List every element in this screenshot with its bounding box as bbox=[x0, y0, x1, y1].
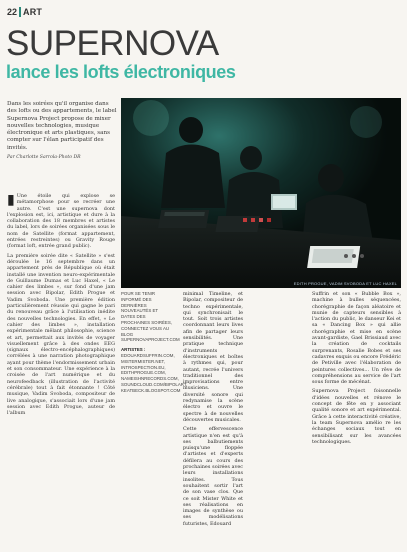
paragraph-2: La première soirée dite « Satellite » s'est déroulée le 16 septembre dans un appartement près de République où était installé une invention neuro-expérimentale de Guillaume Dumas et Luc Haxel, « Le cahier des limbes », sur fond d'une jam session avec Bipolar, Edith Progue et Vadim Svoboda. Une première édition particulièrement réussie qui gagne le pari du renouveau grâce à l'utilisation inédite des nouvelles technologies. En effet, « Le cahier des limbes », installation expérimentale mêlant philosophie, science et art, permettait aux invités de voyager visuellement grâce à des ondes EEG (signaux électro-encéphalographiques) corrélées à une narration photographique ayant pour thème l'endormissement urbain et son consommateur. Une expérience à la croisée de l'art numérique et du neurofeedback (illustration de l'activité cérébrale) tout à fait étonnante ! Côté musique, Vadim Svoboda, compositeur de live analogique, s'associait lors d'une jam session avec Edith Progue, auteur de l'album bbox=[7, 252, 115, 417]
article-title: SUPERNOVA bbox=[6, 24, 219, 63]
paragraph-4: Cette effervescence artistique n'en est qu'à ses balbutiements puisqu'une floppée d'artistes et d'experts défilera au cours des prochaines soirées avec leurs installations insolites. Tous souhaitent sortir l'art de son vase clos. Que ce soit Mister White et ses réalisations en images de synthèse ou ses modélisations futuristes, Edouard bbox=[183, 426, 243, 527]
article-byline: Par Charlotte Sarrola-Photo DR bbox=[7, 155, 81, 160]
photo-credit: EDITH PROGUE, VADIM SVOBODA ET LUC HAXEL bbox=[293, 281, 397, 286]
photo-illustration bbox=[121, 98, 401, 288]
page-header bbox=[7, 6, 402, 18]
article-column-1 bbox=[7, 193, 115, 419]
drop-cap-marker: ▮ bbox=[7, 192, 15, 208]
article-lede: Dans les soirées qu'il organise dans des lofts ou des appartements, le label Supernova Project propose de mixer nouvelles technologies, musique électronique et arts plastiques, sans compter sur l'élan participatif des invités. bbox=[7, 101, 117, 151]
paragraph-3: minimal Timeline, et Bipolar, compositeur de techno expérimentale, qui synchronisait le tout. Soit trois artistes coordonnant leurs lives afin de partager leurs sensibilités. Une pratique technique d'instruments électroniques et boîtes à rythmes qui, pour autant, recrée l'univers traditionnel des improvisations entre musiciens. Une diversité sonore qui redynamise la scène électro et ouvre le spectre à de nouvelles découvertes musicales. bbox=[183, 291, 243, 423]
sidebar-intro: POUR SE TENIR INFORMÉ DES DERNIÈRES NOUVEAUTÉS ET DATES DES PROCHAINES SOIRÉES, CONNECTEZ VOUS AU BLOG SUPERNOVAPROJECT.COM bbox=[121, 291, 180, 343]
header-divider bbox=[19, 7, 21, 17]
paragraph-5: Suffrin et son « Bubble Box », machine à bulles séquencées, chorégraphie de façon aléatoire et munie de capteurs sensibles à l'action du public, le danseur Kei et sa « Dancing Box » qui allie chorégraphie et mise en scène avant-gardiste, Gael Brissiaud avec la création de cocktails surprenants, Rosalie Bobes et ses cadavres exquis ou encore Frédéric de Petiville avec l'élaboration de peintures collectives... Un rêve de compréhensions au service de l'art sous forme de mécénat. bbox=[312, 291, 401, 386]
sidebar-artists-label: ARTISTES : bbox=[121, 347, 146, 353]
section-label: ART bbox=[23, 7, 43, 17]
paragraph-1: ▮ Une étoile qui explose se métamorphose pour se recréer une autre. C'est une supernova dont l'explosion est, ici, artistique et dure à la collaboration des 18 membres et artistes du label, lors de soirées organisées sous le nom de Satellite (format appartement, entrées restreintes) ou Gravity Rouge (format loft, entrée grand public). bbox=[7, 192, 115, 250]
sidebar-artists-list: EDOUARDSUFFRIN.COM, MISTERMISTER.NET, INTROSPECTION.EU, EDITHPROGUE.COM, NAMEISHNRECORDS.COM, SOUNDCLOUD.COM/BIPOLART, KEATBECK.BLOGSPOT.COM bbox=[121, 352, 188, 393]
article-column-2 bbox=[183, 291, 243, 530]
paragraph-6: Supernova Project foisonnelle d'idées nouvelles et rénove le concept de fête en y associant qualité sonore et art expérimental. Grâce à cette interactivité créative, la team Supernova amélio re les échanges sociaux tout en sensibilisant sur les avancées technologiques. bbox=[312, 388, 401, 445]
page-number: 22 bbox=[7, 7, 18, 17]
info-sidebar bbox=[121, 291, 188, 394]
article-subtitle: lance les lofts électroniques bbox=[6, 62, 236, 82]
article-column-3 bbox=[312, 291, 401, 448]
event-photo bbox=[121, 98, 401, 288]
